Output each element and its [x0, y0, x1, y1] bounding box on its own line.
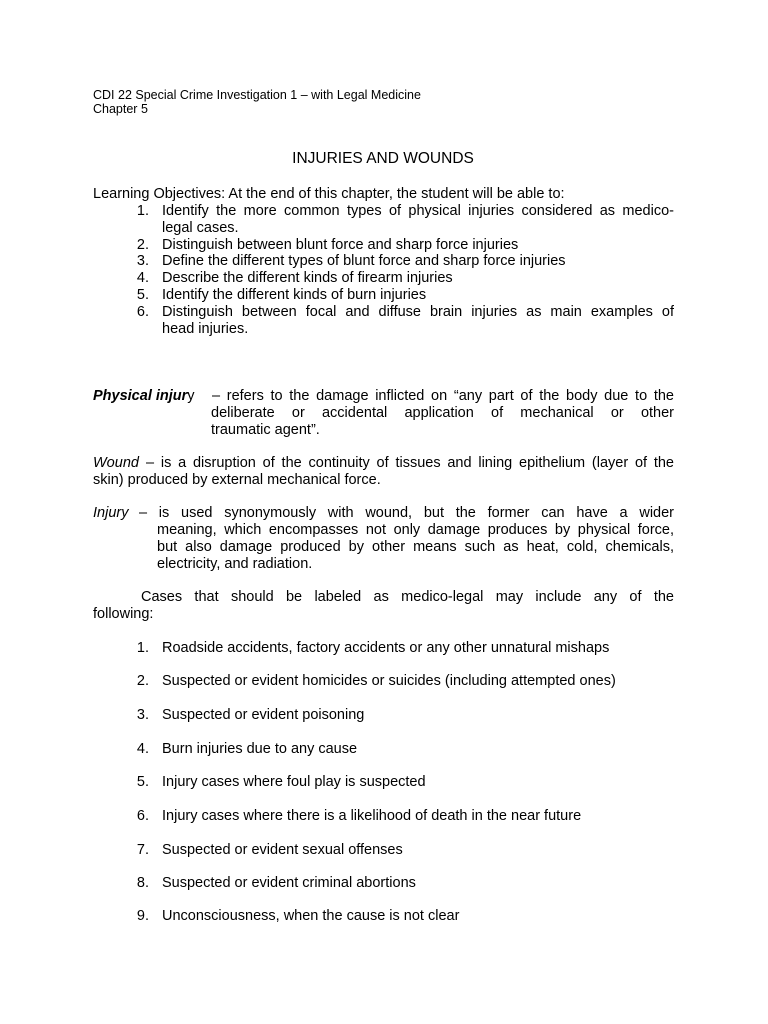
objective-item: Identify the more common types of physical injuries considered as medico- — [162, 203, 674, 219]
definition-text-injury: electricity, and radiation. — [157, 556, 313, 572]
objective-number: 3. — [136, 253, 149, 269]
term-label: Wound — [93, 455, 139, 471]
case-item: Suspected or evident sexual offenses — [162, 842, 403, 858]
case-number: 1. — [136, 640, 149, 656]
case-item: Unconsciousness, when the cause is not clear — [162, 908, 460, 924]
case-number: 9. — [136, 908, 149, 924]
objective-number: 6. — [136, 304, 149, 320]
case-number: 8. — [136, 875, 149, 891]
term-label: Injury — [93, 505, 129, 521]
definition-text-injury: but also damage produced by other means such as heat, cold, chemicals, — [157, 539, 674, 555]
objective-item: Define the different types of blunt force and sharp force injuries — [162, 253, 566, 269]
case-number: 3. — [136, 707, 149, 723]
objective-item: Describe the different kinds of firearm injuries — [162, 270, 453, 286]
case-number: 5. — [136, 774, 149, 790]
course-header: CDI 22 Special Crime Investigation 1 – with Legal Medicine — [93, 88, 421, 102]
case-number: 7. — [136, 842, 149, 858]
definition-term-physical-injury — [93, 388, 195, 405]
case-number: 2. — [136, 673, 149, 689]
objective-item-continued: legal cases. — [162, 220, 239, 236]
page-title: INJURIES AND WOUNDS — [292, 150, 474, 167]
definition-text-physical-injury: deliberate or accidental application of mechanical or other — [211, 405, 674, 421]
objective-number: 4. — [136, 270, 149, 286]
term-label: Physical injur — [93, 388, 188, 404]
case-item: Suspected or evident criminal abortions — [162, 875, 416, 891]
objectives-intro: Learning Objectives: At the end of this chapter, the student will be able to: — [93, 186, 565, 202]
objective-number: 5. — [136, 287, 149, 303]
objective-number: 2. — [136, 237, 149, 253]
definition-text-wound: – is a disruption of the continuity of tissues and lining epithelium (layer of the — [146, 455, 674, 471]
definition-text-injury: – is used synonymously with wound, but the former can have a wider — [139, 505, 674, 521]
definition-text-injury: meaning, which encompasses not only damage produces by physical force, — [157, 522, 674, 538]
objective-number: 1. — [136, 203, 149, 219]
definition-text-wound: skin) produced by external mechanical force. — [93, 472, 381, 488]
case-item: Roadside accidents, factory accidents or any other unnatural mishaps — [162, 640, 610, 656]
cases-intro-continued: following: — [93, 606, 154, 622]
objective-item: Identify the different kinds of burn injuries — [162, 287, 427, 303]
definition-term-injury — [93, 505, 128, 522]
case-item: Suspected or evident poisoning — [162, 707, 365, 723]
definition-text-physical-injury: traumatic agent”. — [211, 422, 320, 438]
term-label-tail: y — [187, 388, 195, 404]
objective-item: Distinguish between blunt force and sharp force injuries — [162, 237, 519, 253]
objective-item: Distinguish between focal and diffuse brain injuries as main examples of — [162, 304, 674, 320]
objective-item-continued: head injuries. — [162, 321, 249, 337]
case-number: 6. — [136, 808, 149, 824]
case-item: Injury cases where there is a likelihood of death in the near future — [162, 808, 582, 824]
case-item: Injury cases where foul play is suspected — [162, 774, 426, 790]
case-item: Suspected or evident homicides or suicides (including attempted ones) — [162, 673, 616, 689]
chapter-header: Chapter 5 — [93, 102, 148, 116]
case-item: Burn injuries due to any cause — [162, 741, 358, 757]
definition-term-wound — [93, 455, 139, 472]
definition-text-physical-injury: – refers to the damage inflicted on “any part of the body due to the — [212, 388, 674, 404]
cases-intro: Cases that should be labeled as medico-legal may include any of the — [141, 589, 674, 605]
case-number: 4. — [136, 741, 149, 757]
